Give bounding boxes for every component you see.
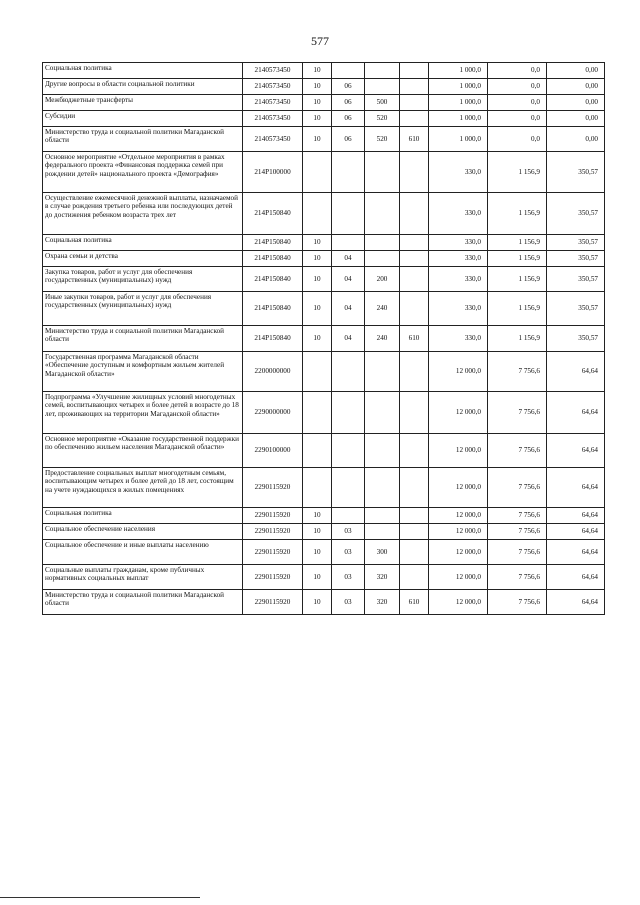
row-code: 2290115920 <box>243 508 303 524</box>
table-row <box>43 468 605 508</box>
row-percent: 64,64 <box>547 590 605 615</box>
table-row <box>43 540 605 565</box>
row-planned-amount: 12 000,0 <box>429 468 488 508</box>
row-subsection: 06 <box>332 127 365 152</box>
row-code: 2290115920 <box>243 524 303 540</box>
table-row <box>43 292 605 326</box>
row-administrator <box>400 235 429 251</box>
row-expense-type: 520 <box>365 127 400 152</box>
row-planned-amount: 330,0 <box>429 267 488 292</box>
row-planned-amount: 1 000,0 <box>429 127 488 152</box>
row-expense-type <box>365 352 400 392</box>
row-executed-amount: 7 756,6 <box>488 590 547 615</box>
row-executed-amount: 1 156,9 <box>488 251 547 267</box>
row-percent: 350,57 <box>547 326 605 352</box>
row-executed-amount: 7 756,6 <box>488 508 547 524</box>
row-name: Другие вопросы в области социальной политики <box>43 79 243 95</box>
row-planned-amount: 330,0 <box>429 235 488 251</box>
row-planned-amount: 330,0 <box>429 152 488 193</box>
row-section: 10 <box>303 508 332 524</box>
row-expense-type: 500 <box>365 95 400 111</box>
table-row <box>43 111 605 127</box>
row-executed-amount: 7 756,6 <box>488 468 547 508</box>
row-expense-type: 240 <box>365 326 400 352</box>
row-expense-type <box>365 434 400 468</box>
row-executed-amount: 0,0 <box>488 95 547 111</box>
row-name: Министерство труда и социальной политики Магаданской области <box>43 127 243 152</box>
table-row <box>43 235 605 251</box>
row-subsection: 04 <box>332 267 365 292</box>
table-row <box>43 267 605 292</box>
row-executed-amount: 1 156,9 <box>488 267 547 292</box>
row-administrator <box>400 267 429 292</box>
row-expense-type <box>365 152 400 193</box>
row-subsection <box>332 63 365 79</box>
table-row <box>43 127 605 152</box>
row-planned-amount: 12 000,0 <box>429 590 488 615</box>
row-administrator <box>400 292 429 326</box>
row-administrator <box>400 152 429 193</box>
row-code: 214Р150840 <box>243 267 303 292</box>
row-expense-type <box>365 468 400 508</box>
row-planned-amount: 1 000,0 <box>429 95 488 111</box>
row-executed-amount: 7 756,6 <box>488 524 547 540</box>
table-body <box>43 63 605 615</box>
row-expense-type: 320 <box>365 590 400 615</box>
row-administrator: 610 <box>400 590 429 615</box>
row-administrator <box>400 193 429 235</box>
row-planned-amount: 12 000,0 <box>429 565 488 590</box>
row-executed-amount: 7 756,6 <box>488 540 547 565</box>
row-administrator <box>400 251 429 267</box>
row-subsection: 03 <box>332 540 365 565</box>
row-expense-type <box>365 524 400 540</box>
row-code: 2290100000 <box>243 434 303 468</box>
page-number: 577 <box>311 34 329 48</box>
footer-rule <box>0 897 200 898</box>
row-code: 2140573450 <box>243 63 303 79</box>
row-subsection: 06 <box>332 79 365 95</box>
row-expense-type <box>365 392 400 434</box>
row-executed-amount: 0,0 <box>488 63 547 79</box>
row-subsection: 06 <box>332 95 365 111</box>
row-planned-amount: 330,0 <box>429 193 488 235</box>
row-planned-amount: 330,0 <box>429 251 488 267</box>
row-executed-amount: 0,0 <box>488 127 547 152</box>
row-code: 2290115920 <box>243 565 303 590</box>
table-row <box>43 152 605 193</box>
row-percent: 0,00 <box>547 127 605 152</box>
row-subsection: 04 <box>332 251 365 267</box>
row-name: Подпрограмма «Улучшение жилищных условий многодетных семей, воспитывающих четырех и более детей в возрасте до 18 лет, проживающих на территории Магаданской области» <box>43 392 243 434</box>
row-executed-amount: 0,0 <box>488 79 547 95</box>
row-name: Иные закупки товаров, работ и услуг для обеспечения государственных (муниципальных) нужд <box>43 292 243 326</box>
row-percent: 64,64 <box>547 508 605 524</box>
row-executed-amount: 7 756,6 <box>488 392 547 434</box>
budget-table <box>42 62 605 615</box>
row-expense-type: 320 <box>365 565 400 590</box>
row-code: 2200000000 <box>243 352 303 392</box>
row-administrator: 610 <box>400 127 429 152</box>
row-name: Министерство труда и социальной политики Магаданской области <box>43 590 243 615</box>
row-percent: 350,57 <box>547 251 605 267</box>
row-section: 10 <box>303 590 332 615</box>
row-code: 2140573450 <box>243 79 303 95</box>
row-name: Межбюджетные трансферты <box>43 95 243 111</box>
row-percent: 0,00 <box>547 79 605 95</box>
row-subsection: 03 <box>332 565 365 590</box>
row-section: 10 <box>303 565 332 590</box>
row-expense-type: 240 <box>365 292 400 326</box>
row-subsection: 06 <box>332 111 365 127</box>
row-name: Предоставление социальных выплат многодетным семьям, воспитывающим четырех и более детей до 18 лет, состоящим на учете нуждающихся в жилых помещениях <box>43 468 243 508</box>
row-percent: 350,57 <box>547 267 605 292</box>
row-section: 10 <box>303 235 332 251</box>
row-code: 2290000000 <box>243 392 303 434</box>
row-name: Государственная программа Магаданской области «Обеспечение доступным и комфортным жильем жителей Магаданской области» <box>43 352 243 392</box>
row-subsection: 03 <box>332 524 365 540</box>
row-name: Министерство труда и социальной политики Магаданской области <box>43 326 243 352</box>
row-section: 10 <box>303 63 332 79</box>
row-percent: 64,64 <box>547 434 605 468</box>
row-name: Закупка товаров, работ и услуг для обеспечения государственных (муниципальных) нужд <box>43 267 243 292</box>
row-code: 214Р150840 <box>243 326 303 352</box>
row-executed-amount: 7 756,6 <box>488 565 547 590</box>
row-planned-amount: 12 000,0 <box>429 392 488 434</box>
row-administrator <box>400 352 429 392</box>
row-subsection <box>332 434 365 468</box>
row-subsection <box>332 508 365 524</box>
row-percent: 0,00 <box>547 63 605 79</box>
table-row <box>43 63 605 79</box>
row-section <box>303 468 332 508</box>
row-section: 10 <box>303 111 332 127</box>
row-name: Основное мероприятие «Оказание государственной поддержки по обеспечению жильем населения Магаданской области» <box>43 434 243 468</box>
row-expense-type <box>365 79 400 95</box>
row-administrator <box>400 434 429 468</box>
row-percent: 0,00 <box>547 111 605 127</box>
row-planned-amount: 330,0 <box>429 326 488 352</box>
row-section: 10 <box>303 127 332 152</box>
row-name: Социальное обеспечение и иные выплаты населению <box>43 540 243 565</box>
row-code: 214Р150840 <box>243 251 303 267</box>
row-name: Субсидии <box>43 111 243 127</box>
row-administrator <box>400 63 429 79</box>
row-name: Социальная политика <box>43 235 243 251</box>
row-code: 2290115920 <box>243 590 303 615</box>
row-subsection <box>332 152 365 193</box>
row-expense-type: 300 <box>365 540 400 565</box>
row-subsection <box>332 235 365 251</box>
row-planned-amount: 12 000,0 <box>429 352 488 392</box>
row-executed-amount: 1 156,9 <box>488 152 547 193</box>
row-administrator <box>400 468 429 508</box>
row-section <box>303 434 332 468</box>
row-section: 10 <box>303 95 332 111</box>
row-expense-type <box>365 235 400 251</box>
table-row <box>43 590 605 615</box>
row-subsection: 04 <box>332 326 365 352</box>
row-administrator <box>400 508 429 524</box>
row-percent: 64,64 <box>547 524 605 540</box>
row-expense-type <box>365 508 400 524</box>
row-code: 214Р150840 <box>243 235 303 251</box>
row-administrator <box>400 95 429 111</box>
table-row <box>43 565 605 590</box>
row-expense-type <box>365 63 400 79</box>
row-section: 10 <box>303 251 332 267</box>
row-executed-amount: 0,0 <box>488 111 547 127</box>
row-percent: 64,64 <box>547 468 605 508</box>
row-executed-amount: 1 156,9 <box>488 235 547 251</box>
row-name: Социальное обеспечение населения <box>43 524 243 540</box>
row-planned-amount: 1 000,0 <box>429 79 488 95</box>
row-subsection <box>332 468 365 508</box>
row-section: 10 <box>303 326 332 352</box>
row-code: 214Р100000 <box>243 152 303 193</box>
row-executed-amount: 7 756,6 <box>488 434 547 468</box>
table-row <box>43 193 605 235</box>
row-percent: 350,57 <box>547 235 605 251</box>
row-section: 10 <box>303 524 332 540</box>
row-subsection <box>332 352 365 392</box>
row-code: 2140573450 <box>243 95 303 111</box>
row-subsection <box>332 392 365 434</box>
row-subsection <box>332 193 365 235</box>
table-row <box>43 79 605 95</box>
row-percent: 64,64 <box>547 565 605 590</box>
row-planned-amount: 1 000,0 <box>429 111 488 127</box>
row-percent: 350,57 <box>547 193 605 235</box>
row-executed-amount: 1 156,9 <box>488 292 547 326</box>
row-administrator <box>400 111 429 127</box>
row-administrator <box>400 565 429 590</box>
row-executed-amount: 1 156,9 <box>488 326 547 352</box>
table-row <box>43 392 605 434</box>
row-section <box>303 352 332 392</box>
row-percent: 64,64 <box>547 392 605 434</box>
row-subsection: 04 <box>332 292 365 326</box>
row-name: Социальная политика <box>43 63 243 79</box>
row-section <box>303 392 332 434</box>
row-percent: 350,57 <box>547 152 605 193</box>
row-expense-type <box>365 193 400 235</box>
row-section: 10 <box>303 79 332 95</box>
row-planned-amount: 1 000,0 <box>429 63 488 79</box>
row-percent: 0,00 <box>547 95 605 111</box>
row-administrator <box>400 524 429 540</box>
row-section: 10 <box>303 540 332 565</box>
row-name: Охрана семьи и детства <box>43 251 243 267</box>
table-row <box>43 352 605 392</box>
row-planned-amount: 12 000,0 <box>429 524 488 540</box>
row-name: Осуществление ежемесячной денежной выплаты, назначаемой в случае рождения третьего ребенка или последующих детей до достижения ребенком возраста трех лет <box>43 193 243 235</box>
row-percent: 350,57 <box>547 292 605 326</box>
row-code: 214Р150840 <box>243 193 303 235</box>
row-planned-amount: 12 000,0 <box>429 434 488 468</box>
row-expense-type <box>365 251 400 267</box>
table-row <box>43 326 605 352</box>
row-administrator <box>400 392 429 434</box>
table-row <box>43 434 605 468</box>
row-percent: 64,64 <box>547 540 605 565</box>
row-executed-amount: 7 756,6 <box>488 352 547 392</box>
row-name: Основное мероприятие «Отдельное мероприятия в рамках федерального проекта «Финансовая поддержка семей при рождении детей» национального проекта «Демография» <box>43 152 243 193</box>
row-code: 2140573450 <box>243 127 303 152</box>
row-percent: 64,64 <box>547 352 605 392</box>
row-section: 10 <box>303 292 332 326</box>
row-code: 214Р150840 <box>243 292 303 326</box>
row-name: Социальные выплаты гражданам, кроме публичных нормативных социальных выплат <box>43 565 243 590</box>
row-administrator <box>400 79 429 95</box>
row-name: Социальная политика <box>43 508 243 524</box>
row-expense-type: 520 <box>365 111 400 127</box>
row-section <box>303 152 332 193</box>
row-administrator <box>400 540 429 565</box>
table-row <box>43 251 605 267</box>
row-planned-amount: 12 000,0 <box>429 540 488 565</box>
row-code: 2290115920 <box>243 468 303 508</box>
table-row <box>43 524 605 540</box>
table-row <box>43 508 605 524</box>
row-section <box>303 193 332 235</box>
row-expense-type: 200 <box>365 267 400 292</box>
row-executed-amount: 1 156,9 <box>488 193 547 235</box>
row-planned-amount: 330,0 <box>429 292 488 326</box>
row-administrator: 610 <box>400 326 429 352</box>
row-code: 2290115920 <box>243 540 303 565</box>
row-subsection: 03 <box>332 590 365 615</box>
row-section: 10 <box>303 267 332 292</box>
row-code: 2140573450 <box>243 111 303 127</box>
table-row <box>43 95 605 111</box>
row-planned-amount: 12 000,0 <box>429 508 488 524</box>
